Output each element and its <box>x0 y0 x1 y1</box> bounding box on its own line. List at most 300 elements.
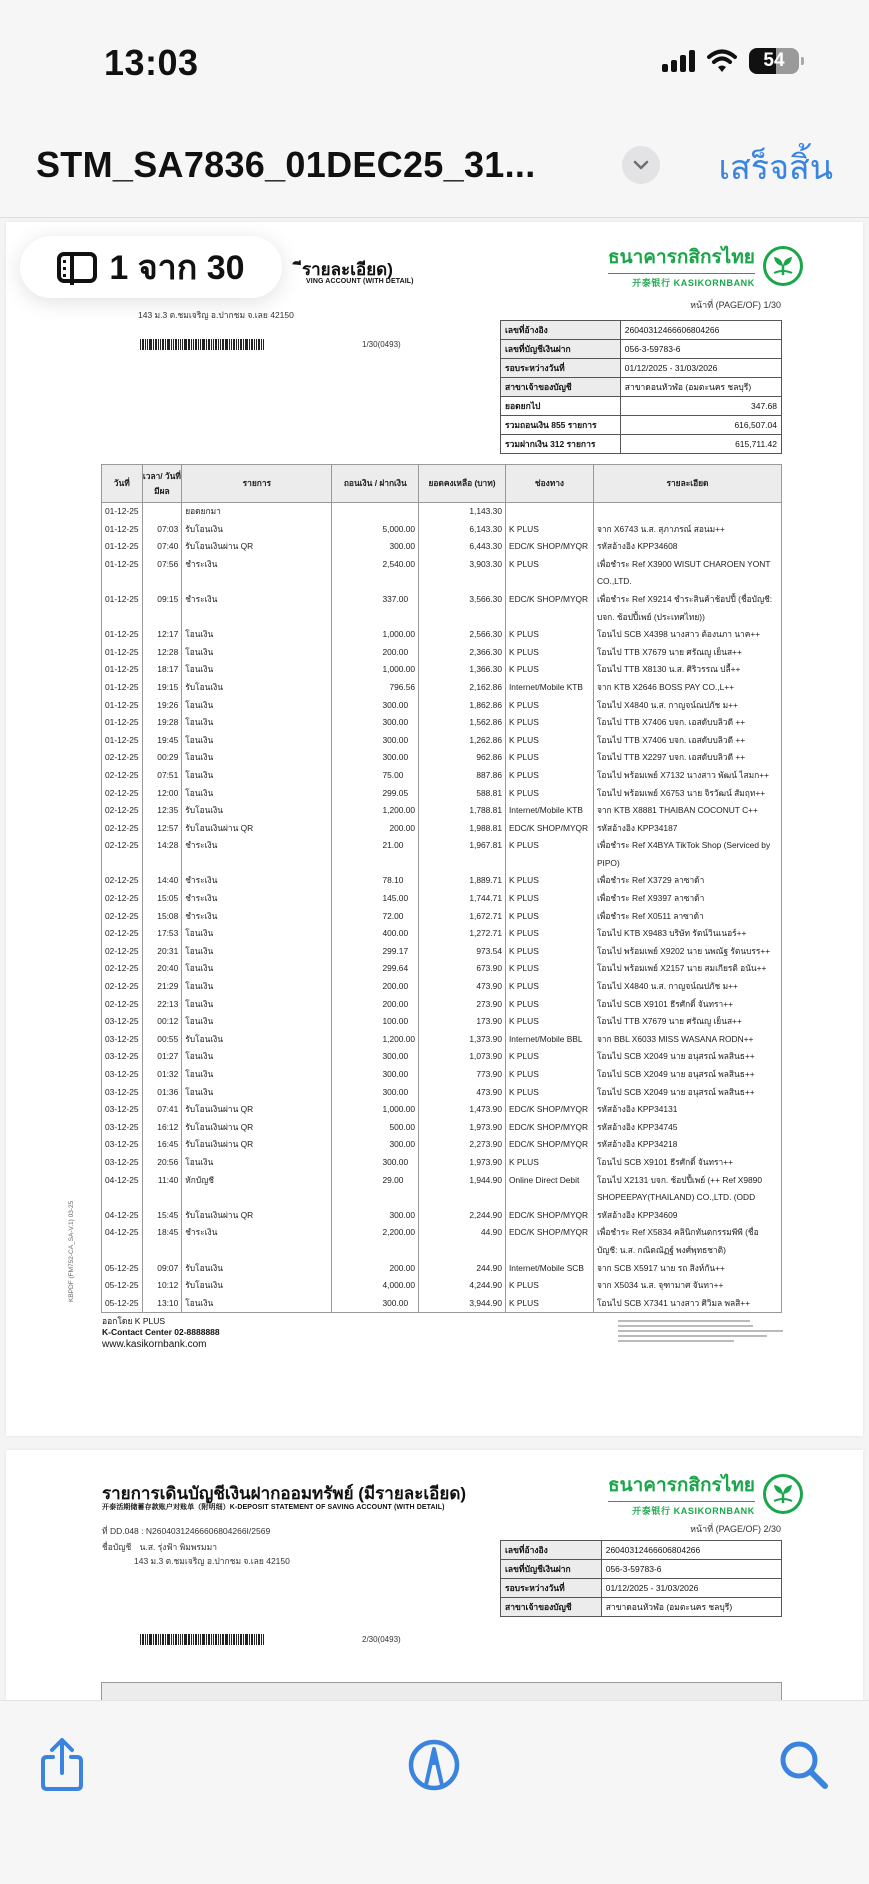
barcode <box>140 1634 264 1645</box>
tx-date: 03-12-25 <box>102 1119 143 1137</box>
transaction-row <box>102 925 782 943</box>
tx-balance: 3,944.90 <box>419 1295 506 1313</box>
tx-withdrawal-amount: 100.00 <box>332 1013 419 1031</box>
transaction-row <box>102 644 782 662</box>
tx-detail: โอนไป TTB X7679 นาย ศรัณญู เย็นส++ <box>593 644 781 662</box>
tx-detail: โอนไป X4840 น.ส. กาญจน์ณปภัช ม++ <box>593 978 781 996</box>
tx-channel: K PLUS <box>505 767 593 785</box>
transaction-row <box>102 679 782 697</box>
tx-date: 04-12-25 <box>102 1224 143 1259</box>
tx-time: 12:28 <box>142 644 182 662</box>
info-value: 056-3-59783-6 <box>601 1560 781 1579</box>
tx-description: ชำระเงิน <box>182 1224 332 1259</box>
tx-balance: 1,967.81 <box>419 837 506 872</box>
markup-button[interactable] <box>406 1737 462 1793</box>
tx-time: 21:29 <box>142 978 182 996</box>
tx-date: 02-12-25 <box>102 749 143 767</box>
tx-time: 12:00 <box>142 785 182 803</box>
column-header-description: รายการ <box>182 465 332 503</box>
info-row <box>501 378 782 397</box>
tx-description: โอนเงิน <box>182 626 332 644</box>
tx-time: 20:56 <box>142 1154 182 1172</box>
tx-date: 04-12-25 <box>102 1172 143 1207</box>
tx-description: โอนเงิน <box>182 714 332 732</box>
tx-detail: โอนไป TTB X8130 น.ส. ศิริวรรณ ปลื้++ <box>593 661 781 679</box>
tx-channel: K PLUS <box>505 1084 593 1102</box>
tx-detail: รหัสอ้างอิง KPP34187 <box>593 820 781 838</box>
transaction-row <box>102 749 782 767</box>
issued-by: ออกโดย K PLUS <box>102 1316 166 1326</box>
info-value: สาขาดอนหัวฬ่อ (อมตะนคร ชลบุรี) <box>601 1598 781 1617</box>
tx-description: รับโอนเงิน <box>182 679 332 697</box>
tx-withdrawal-amount <box>332 503 419 521</box>
tx-time: 07:56 <box>142 556 182 591</box>
tx-description: โอนเงิน <box>182 1154 332 1172</box>
tx-deposit-amount: 1,200.00 <box>332 1031 419 1049</box>
transaction-row <box>102 697 782 715</box>
tx-date: 01-12-25 <box>102 626 143 644</box>
transaction-row <box>102 1260 782 1278</box>
kasikornbank-logo <box>608 242 803 289</box>
column-header-balance: ยอดคงเหลือ (บาท) <box>419 465 506 503</box>
tx-description: โอนเงิน <box>182 785 332 803</box>
tx-detail: จาก SCB X5917 นาย รถ สิงห์กัน++ <box>593 1260 781 1278</box>
transaction-row <box>102 785 782 803</box>
status-bar <box>0 0 869 110</box>
tx-date: 02-12-25 <box>102 872 143 890</box>
tx-time: 09:07 <box>142 1260 182 1278</box>
tx-description: รับโอนเงิน <box>182 1260 332 1278</box>
tx-date: 02-12-25 <box>102 996 143 1014</box>
tx-channel: K PLUS <box>505 644 593 662</box>
done-button[interactable]: เสร็จสิ้น <box>718 149 833 187</box>
account-name-row <box>102 1540 217 1554</box>
info-value: 01/12/2025 - 31/03/2026 <box>601 1579 781 1598</box>
tx-date: 02-12-25 <box>102 802 143 820</box>
tx-channel: EDC/K SHOP/MYQR <box>505 1119 593 1137</box>
tx-balance: 2,244.90 <box>419 1207 506 1225</box>
tx-balance: 1,143.30 <box>419 503 506 521</box>
tx-channel: K PLUS <box>505 872 593 890</box>
summary-row <box>501 416 782 435</box>
tx-channel: EDC/K SHOP/MYQR <box>505 1207 593 1225</box>
info-label: เลขที่บัญชีเงินฝาก <box>501 340 621 359</box>
wifi-icon <box>707 49 737 73</box>
tx-channel: EDC/K SHOP/MYQR <box>505 820 593 838</box>
tx-description: โอนเงิน <box>182 996 332 1014</box>
tx-channel: K PLUS <box>505 556 593 591</box>
tx-time <box>142 503 182 521</box>
tx-balance: 887.86 <box>419 767 506 785</box>
tx-detail: โอนไป SCB X9101 ธีรศักดิ์ จันทรา++ <box>593 996 781 1014</box>
tx-channel: K PLUS <box>505 697 593 715</box>
tx-description: โอนเงิน <box>182 644 332 662</box>
tx-detail: โอนไป พร้อมเพย์ X7132 นางสาว พัฒน์ ไสมก++ <box>593 767 781 785</box>
tx-date: 01-12-25 <box>102 556 143 591</box>
tx-time: 15:08 <box>142 908 182 926</box>
tx-balance: 173.90 <box>419 1013 506 1031</box>
tx-date: 01-12-25 <box>102 714 143 732</box>
transaction-row <box>102 1031 782 1049</box>
search-button[interactable] <box>776 1737 832 1793</box>
transaction-row <box>102 1277 782 1295</box>
tx-balance: 244.90 <box>419 1260 506 1278</box>
info-value: 056-3-59783-6 <box>620 340 781 359</box>
tx-balance: 1,788.81 <box>419 802 506 820</box>
tx-date: 03-12-25 <box>102 1154 143 1172</box>
transaction-row <box>102 714 782 732</box>
tx-channel: K PLUS <box>505 521 593 539</box>
transaction-row <box>102 767 782 785</box>
tx-time: 07:41 <box>142 1101 182 1119</box>
tx-balance: 1,889.71 <box>419 872 506 890</box>
tx-channel: K PLUS <box>505 749 593 767</box>
info-row <box>501 1541 782 1560</box>
tx-detail: รหัสอ้างอิง KPP34218 <box>593 1136 781 1154</box>
tx-detail: เพื่อชำระ Ref X5834 คลินิกทันตกรรมพีพี (ชื่อบัญชี: น.ส. กณิตณัฏฐ์ พงศ์พุทธชาติ) <box>593 1224 781 1259</box>
tx-withdrawal-amount: 300.00 <box>332 1154 419 1172</box>
column-header-date: วันที่ <box>102 465 143 503</box>
tx-withdrawal-amount: 145.00 <box>332 890 419 908</box>
bank-website: www.kasikornbank.com <box>102 1339 207 1351</box>
tx-date: 02-12-25 <box>102 767 143 785</box>
tx-channel: K PLUS <box>505 943 593 961</box>
tx-channel: EDC/K SHOP/MYQR <box>505 1224 593 1259</box>
tx-time: 18:45 <box>142 1224 182 1259</box>
tx-description: ชำระเงิน <box>182 591 332 626</box>
column-header-channel: ช่องทาง <box>505 465 593 503</box>
info-value: 26040312466606804266 <box>620 321 781 340</box>
pdf-page-2 <box>6 1450 863 1700</box>
bottom-toolbar <box>0 1700 869 1884</box>
tx-balance: 1,272.71 <box>419 925 506 943</box>
tx-date: 02-12-25 <box>102 890 143 908</box>
summary-row <box>501 435 782 454</box>
tx-deposit-amount: 300.00 <box>332 1207 419 1225</box>
tx-withdrawal-amount: 300.00 <box>332 749 419 767</box>
tx-date: 02-12-25 <box>102 785 143 803</box>
tx-time: 20:31 <box>142 943 182 961</box>
tx-description: ชำระเงิน <box>182 872 332 890</box>
tx-withdrawal-amount: 300.00 <box>332 732 419 750</box>
transaction-row <box>102 538 782 556</box>
tx-detail: โอนไป พร้อมเพย์ X9202 นาย นพณัฐ รัตนบรร++ <box>593 943 781 961</box>
battery-icon <box>749 48 799 74</box>
tx-withdrawal-amount: 200.00 <box>332 978 419 996</box>
tx-description: โอนเงิน <box>182 925 332 943</box>
page-indicator[interactable] <box>20 236 282 298</box>
tx-balance: 1,973.90 <box>419 1154 506 1172</box>
tx-date: 02-12-25 <box>102 820 143 838</box>
tx-detail: โอนไป SCB X2049 นาย อนุสรณ์ พลสินธ++ <box>593 1048 781 1066</box>
tx-channel: Internet/Mobile KTB <box>505 802 593 820</box>
tx-date: 03-12-25 <box>102 1048 143 1066</box>
tx-description: โอนเงิน <box>182 960 332 978</box>
info-value: สาขาดอนหัวฬ่อ (อมตะนคร ชลบุรี) <box>620 378 781 397</box>
summary-value: 615,711.42 <box>620 435 781 454</box>
tx-channel: K PLUS <box>505 714 593 732</box>
column-header-time: เวลา/ วันที่มีผล <box>142 465 182 503</box>
transaction-row <box>102 1224 782 1259</box>
statement-footer <box>102 1316 220 1351</box>
tx-date: 03-12-25 <box>102 1084 143 1102</box>
tx-detail: โอนไป SCB X2049 นาย อนุสรณ์ พลสินธ++ <box>593 1084 781 1102</box>
bank-name-en: 开泰银行 KASIKORNBANK <box>632 1506 755 1516</box>
tx-balance: 1,744.71 <box>419 890 506 908</box>
bank-name-th: ธนาคารกสิกรไทย <box>608 242 755 274</box>
tx-deposit-amount: 5,000.00 <box>332 521 419 539</box>
page-number: หน้าที่ (PAGE/OF) 2/30 <box>690 1524 781 1534</box>
info-value: 01/12/2025 - 31/03/2026 <box>620 359 781 378</box>
tx-withdrawal-amount: 2,200.00 <box>332 1224 419 1259</box>
transaction-row <box>102 960 782 978</box>
tx-channel: Internet/Mobile BBL <box>505 1031 593 1049</box>
tx-description: โอนเงิน <box>182 767 332 785</box>
tx-description: รับโอนเงินผ่าน QR <box>182 1207 332 1225</box>
tx-time: 15:45 <box>142 1207 182 1225</box>
tx-time: 14:28 <box>142 837 182 872</box>
info-value: 26040312466606804266 <box>601 1541 781 1560</box>
transaction-row <box>102 1066 782 1084</box>
tx-detail: โอนไป SCB X4398 นางสาว ต้องนภา นาค++ <box>593 626 781 644</box>
tx-withdrawal-amount: 1,000.00 <box>332 626 419 644</box>
tx-deposit-amount: 300.00 <box>332 538 419 556</box>
info-row <box>501 340 782 359</box>
tx-description: ชำระเงิน <box>182 890 332 908</box>
tx-time: 18:17 <box>142 661 182 679</box>
tx-date: 03-12-25 <box>102 1013 143 1031</box>
tx-detail: โอนไป KTB X9483 บริษัท รัตน์วินเนอร์++ <box>593 925 781 943</box>
tx-detail: โอนไป พร้อมเพย์ X2157 นาย สมเกียรติ อนัน++ <box>593 960 781 978</box>
bank-name-th: ธนาคารกสิกรไทย <box>608 1470 755 1502</box>
tx-channel: EDC/K SHOP/MYQR <box>505 1136 593 1154</box>
tx-time: 20:40 <box>142 960 182 978</box>
account-address: 143 ม.3 ต.ชมเจริญ อ.ปากชม จ.เลย 42150 <box>134 1556 290 1566</box>
transaction-row <box>102 996 782 1014</box>
barcode-text: 1/30(0493) <box>362 340 401 349</box>
status-icons <box>662 48 799 74</box>
tx-description: รับโอนเงินผ่าน QR <box>182 1136 332 1154</box>
tx-channel: K PLUS <box>505 1295 593 1313</box>
tx-balance: 1,944.90 <box>419 1172 506 1207</box>
tx-date: 02-12-25 <box>102 960 143 978</box>
tx-description: รับโอนเงิน <box>182 521 332 539</box>
transaction-row <box>102 1295 782 1313</box>
tx-time: 11:40 <box>142 1172 182 1207</box>
transaction-row <box>102 908 782 926</box>
tx-description: รับโอนเงินผ่าน QR <box>182 538 332 556</box>
tx-channel: Online Direct Debit <box>505 1172 593 1207</box>
tx-time: 01:27 <box>142 1048 182 1066</box>
summary-value: 616,507.04 <box>620 416 781 435</box>
tx-date: 01-12-25 <box>102 661 143 679</box>
battery-level: 54 <box>763 50 785 71</box>
tx-description: โอนเงิน <box>182 978 332 996</box>
info-row <box>501 359 782 378</box>
transaction-row <box>102 626 782 644</box>
tx-time: 12:17 <box>142 626 182 644</box>
tx-detail: โอนไป TTB X7406 บจก. เอสดับบลิวดี ++ <box>593 714 781 732</box>
tx-date: 01-12-25 <box>102 697 143 715</box>
tx-balance: 2,273.90 <box>419 1136 506 1154</box>
tx-deposit-amount: 796.56 <box>332 679 419 697</box>
bank-leaf-icon <box>763 246 803 286</box>
tx-withdrawal-amount: 300.00 <box>332 697 419 715</box>
tx-date: 03-12-25 <box>102 1136 143 1154</box>
tx-channel: K PLUS <box>505 1013 593 1031</box>
kasikornbank-logo <box>608 1470 803 1517</box>
info-label: รอบระหว่างวันที่ <box>501 1579 602 1598</box>
thumbnail-sidebar-icon <box>57 252 97 283</box>
transaction-row <box>102 521 782 539</box>
tx-detail <box>593 503 781 521</box>
navigation-bar <box>0 110 869 218</box>
tx-detail: เพื่อชำระ Ref X9397 ลาซาด้า <box>593 890 781 908</box>
page-number: หน้าที่ (PAGE/OF) 1/30 <box>690 300 781 310</box>
tx-deposit-amount: 500.00 <box>332 1119 419 1137</box>
info-label: เลขที่อ้างอิง <box>501 1541 602 1560</box>
transaction-row <box>102 503 782 521</box>
tx-detail: รหัสอ้างอิง KPP34609 <box>593 1207 781 1225</box>
transaction-row <box>102 943 782 961</box>
tx-balance: 1,862.86 <box>419 697 506 715</box>
tx-withdrawal-amount: 299.64 <box>332 960 419 978</box>
tx-description: ชำระเงิน <box>182 556 332 591</box>
transaction-row <box>102 1172 782 1207</box>
tx-time: 00:29 <box>142 749 182 767</box>
tx-deposit-amount: 4,000.00 <box>332 1277 419 1295</box>
tx-balance: 6,443.30 <box>419 538 506 556</box>
summary-label: ยอดยกไป <box>501 397 621 416</box>
transaction-row <box>102 1119 782 1137</box>
tx-detail: โอนไป TTB X7406 บจก. เอสดับบลิวดี ++ <box>593 732 781 750</box>
tx-channel: K PLUS <box>505 785 593 803</box>
tx-detail: รหัสอ้างอิง KPP34131 <box>593 1101 781 1119</box>
tx-deposit-amount: 200.00 <box>332 820 419 838</box>
tx-date: 01-12-25 <box>102 679 143 697</box>
share-button[interactable] <box>34 1737 90 1793</box>
transaction-row <box>102 890 782 908</box>
tx-balance: 473.90 <box>419 978 506 996</box>
tx-detail: เพื่อชำระ Ref X3900 WISUT CHAROEN YONT CO.,LTD. <box>593 556 781 591</box>
tx-detail: โอนไป TTB X2297 บจก. เอสดับบลิวดี ++ <box>593 749 781 767</box>
share-icon <box>39 1737 85 1793</box>
tx-balance: 962.86 <box>419 749 506 767</box>
tx-date: 01-12-25 <box>102 591 143 626</box>
tx-channel: K PLUS <box>505 1154 593 1172</box>
tx-withdrawal-amount: 29.00 <box>332 1172 419 1207</box>
tx-channel: K PLUS <box>505 1048 593 1066</box>
tx-description: รับโอนเงิน <box>182 802 332 820</box>
tx-date: 03-12-25 <box>102 1101 143 1119</box>
transaction-row <box>102 837 782 872</box>
tx-description: โอนเงิน <box>182 1084 332 1102</box>
tx-description: หักบัญชี <box>182 1172 332 1207</box>
tx-detail: จาก KTB X8881 THAIBAN COCONUT C++ <box>593 802 781 820</box>
tx-balance: 673.90 <box>419 960 506 978</box>
tx-channel: K PLUS <box>505 837 593 872</box>
tx-time: 19:45 <box>142 732 182 750</box>
tx-time: 01:36 <box>142 1084 182 1102</box>
tx-detail: โอนไป X4840 น.ส. กาญจน์ณปภัช ม++ <box>593 697 781 715</box>
tx-channel: K PLUS <box>505 908 593 926</box>
tx-detail: รหัสอ้างอิง KPP34745 <box>593 1119 781 1137</box>
tx-detail: โอนไป SCB X9101 ธีรศักดิ์ จันทรา++ <box>593 1154 781 1172</box>
info-row <box>501 1579 782 1598</box>
account-name: น.ส. รุ่งฟ้า พิมพรมมา <box>139 1542 217 1552</box>
transaction-row <box>102 1048 782 1066</box>
bank-address-fine-print <box>618 1320 783 1345</box>
tx-time: 09:15 <box>142 591 182 626</box>
tx-time: 19:15 <box>142 679 182 697</box>
tx-balance: 273.90 <box>419 996 506 1014</box>
transaction-row <box>102 1013 782 1031</box>
transaction-row <box>102 820 782 838</box>
transaction-row <box>102 556 782 591</box>
tx-deposit-amount: 1,200.00 <box>332 802 419 820</box>
tx-withdrawal-amount: 300.00 <box>332 714 419 732</box>
tx-date: 01-12-25 <box>102 538 143 556</box>
tx-balance: 1,262.86 <box>419 732 506 750</box>
tx-balance: 588.81 <box>419 785 506 803</box>
statement-title-th: รายการเดินบัญชีเงินฝากออมทรัพย์ (มีรายละเอียด) <box>102 1484 467 1503</box>
cellular-signal-icon <box>662 50 695 72</box>
tx-time: 14:40 <box>142 872 182 890</box>
document-title[interactable]: STM_SA7836_01DEC25_31... <box>36 144 536 185</box>
tx-withdrawal-amount: 300.00 <box>332 1084 419 1102</box>
tx-description: รับโอนเงินผ่าน QR <box>182 1101 332 1119</box>
tx-date: 05-12-25 <box>102 1277 143 1295</box>
tx-date: 02-12-25 <box>102 925 143 943</box>
info-label: สาขาเจ้าของบัญชี <box>501 378 621 397</box>
tx-balance: 1,473.90 <box>419 1101 506 1119</box>
tx-date: 05-12-25 <box>102 1260 143 1278</box>
tx-detail: จาก X6743 น.ส. สุภาภรณ์ สอนม++ <box>593 521 781 539</box>
tx-time: 15:05 <box>142 890 182 908</box>
transaction-row <box>102 802 782 820</box>
tx-date: 01-12-25 <box>102 521 143 539</box>
tx-time: 16:45 <box>142 1136 182 1154</box>
status-time: 13:03 <box>104 42 199 83</box>
tx-balance: 1,073.90 <box>419 1048 506 1066</box>
tx-balance: 1,973.90 <box>419 1119 506 1137</box>
tx-description: ยอดยกมา <box>182 503 332 521</box>
tx-withdrawal-amount: 337.00 <box>332 591 419 626</box>
tx-time: 10:12 <box>142 1277 182 1295</box>
tx-date: 02-12-25 <box>102 943 143 961</box>
tx-withdrawal-amount: 400.00 <box>332 925 419 943</box>
tx-balance: 4,244.90 <box>419 1277 506 1295</box>
bank-name-en: 开泰银行 KASIKORNBANK <box>632 278 755 288</box>
page-indicator-text: 1 จาก 30 <box>109 249 245 287</box>
tx-channel: K PLUS <box>505 1066 593 1084</box>
transaction-row <box>102 591 782 626</box>
document-number: ที่ DD.048 : N26040312466606804266I/2569 <box>102 1526 271 1536</box>
tx-detail: โอนไป SCB X7341 นางสาว ศิวิมล พลสิ++ <box>593 1295 781 1313</box>
tx-withdrawal-amount: 2,540.00 <box>332 556 419 591</box>
tx-description: โอนเงิน <box>182 749 332 767</box>
title-menu-button[interactable] <box>622 146 660 184</box>
tx-balance: 3,903.30 <box>419 556 506 591</box>
tx-description: โอนเงิน <box>182 1048 332 1066</box>
tx-time: 07:51 <box>142 767 182 785</box>
tx-channel: K PLUS <box>505 978 593 996</box>
summary-row <box>501 397 782 416</box>
tx-time: 01:32 <box>142 1066 182 1084</box>
tx-time: 13:10 <box>142 1295 182 1313</box>
tx-description: โอนเงิน <box>182 1295 332 1313</box>
tx-channel: K PLUS <box>505 661 593 679</box>
